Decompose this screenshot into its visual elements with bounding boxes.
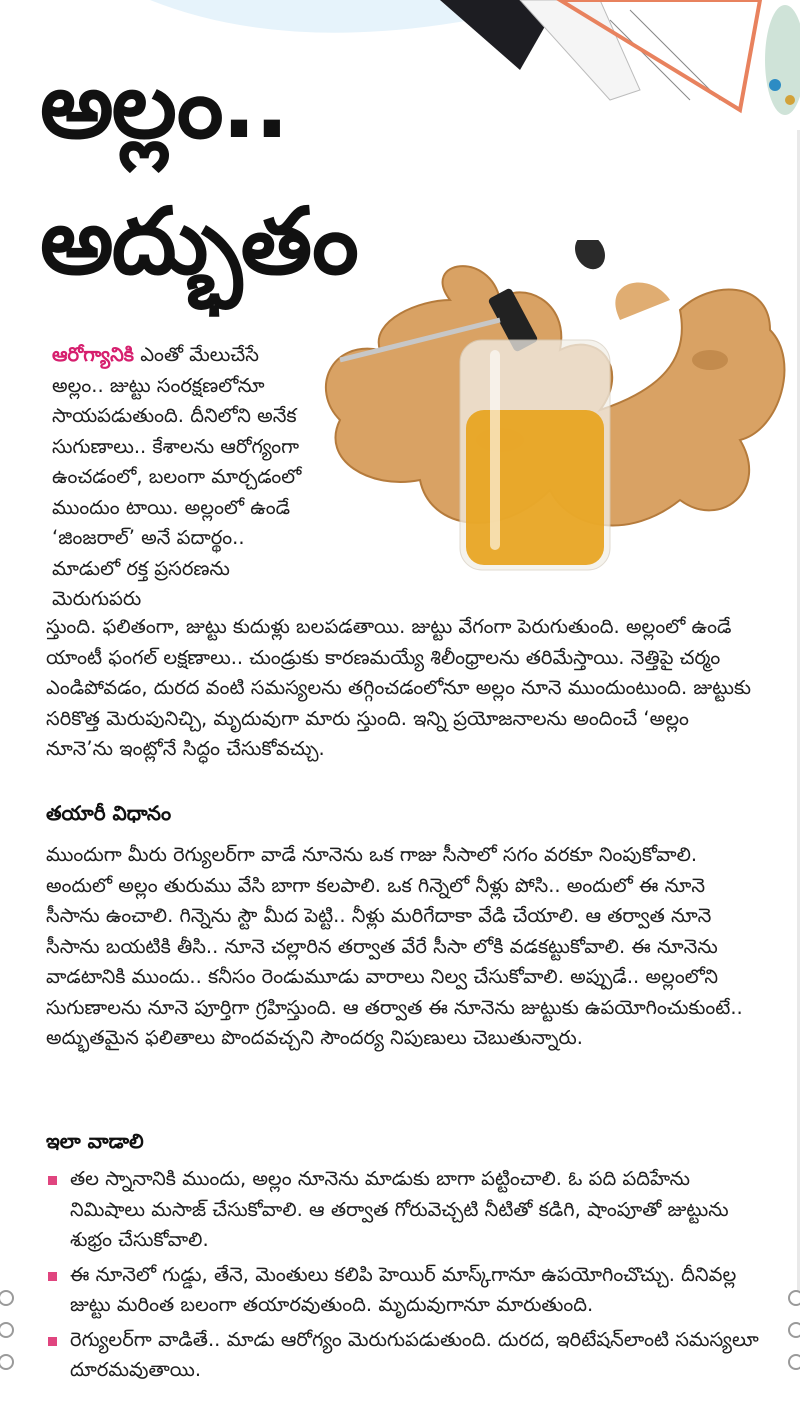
headline-line-1: అల్లం.. bbox=[40, 52, 288, 159]
list-item bbox=[46, 1260, 762, 1321]
intro-wrapped-text: ఎంతో మేలుచేసే అల్లం.. జుట్టు సంరక్షణలోనూ సాయపడుతుంది. దీనిలోని అనేక సుగుణాలు.. కేశాలను ఆరోగ్యంగా ఉంచడంలో, బలంగా మార్చడంలో ముందుం టాయి. అల్లంలో ఉండే ‘జింజరాల్’ అనే పదార్థం.. మాడులో రక్త ప్రసరణను మెరుగుపరు bbox=[52, 343, 302, 610]
preparation-heading: తయారీ విధానం bbox=[46, 801, 172, 825]
bullet-icon bbox=[48, 1272, 57, 1281]
binder-ring-icon bbox=[788, 1290, 800, 1306]
preparation-body: ముందుగా మీరు రెగ్యులర్‌గా వాడే నూనెను ఒక గాజు సీసాలో సగం వరకూ నింపుకోవాలి. అందులో అల్లం తురుము వేసి బాగా కలపాలి. ఒక గిన్నెలో నీళ్లు పోసి.. అందులో ఈ నూనె సీసాను ఉంచాలి. గిన్నెను స్టౌ మీద పెట్టి.. నీళ్లు మరిగేదాకా వేడి చేయాలి. ఆ తర్వాత నూనె సీసాను బయటికి తీసి.. నూనె చల్లారిన తర్వాత వేరే సీసా లోకి వడకట్టుకోవాలి. ఈ నూనెను వాడటానికి ముందు.. కనీసం రెండుమూడు వారాలు నిల్వ చేసుకోవాలి. అప్పుడే.. అల్లంలోని సుగుణాలను నూనె పూర్తిగా గ్రహిస్తుంది. ఆ తర్వాత ఈ నూనెను జుట్టుకు ఉపయోగించుకుంటే.. అద్భుతమైన ఫలితాలు పొందవచ్చని సౌందర్య నిపుణులు చెబుతున్నారు. bbox=[46, 843, 743, 1049]
list-item bbox=[46, 1164, 762, 1256]
usage-item-text: తల స్నానానికి ముందు, అల్లం నూనెను మాడుకు బాగా పట్టించాలి. ఓ పది పదిహేను నిమిషాలు మసాజ్ చేసుకోవాలి. ఆ తర్వాత గోరువెచ్చటి నీటితో కడిగి, షాంపూతో జుట్టును శుభ్రం చేసుకోవాలి. bbox=[70, 1167, 729, 1251]
binder-ring-icon bbox=[0, 1322, 14, 1338]
headline-line-2: అద్భుతం bbox=[40, 188, 357, 295]
binder-ring-icon bbox=[788, 1354, 800, 1370]
list-item bbox=[46, 1325, 762, 1386]
intro-continuation: స్తుంది. ఫలితంగా, జుట్టు కుదుళ్లు బలపడతాయి. జుట్టు వేగంగా పెరుగుతుంది. అల్లంలో ఉండే యాంటీ ఫంగల్ లక్షణాలు.. చుండ్రుకు కారణమయ్యే శిలీంధ్రాలను తరిమేస్తాయి. నెత్తిపై చర్మం ఎండిపోవడం, దురద వంటి సమస్యలను తగ్గించడంలోనూ అల్లం నూనె ముందుంటుంది. జుట్టుకు సరికొత్త మెరుపునిచ్చి, మృదువుగా మారు స్తుంది. ఇన్ని ప్రయోజనాలను అందించే ‘అల్లం నూనె’ను ఇంట్లోనే సిద్ధం చేసుకోవచ్చు. bbox=[46, 615, 751, 760]
ginger-oil-photo bbox=[300, 240, 800, 580]
binder-rings-left bbox=[0, 1290, 12, 1400]
usage-item-text: ఈ నూనెలో గుడ్డు, తేనె, మెంతులు కలిపి హెయిర్ మాస్క్‌గానూ ఉపయోగించొచ్చు. దీనివల్ల జుట్టు మరింత బలంగా తయారవుతుంది. మృదువుగానూ మారుతుంది. bbox=[70, 1262, 737, 1316]
bullet-icon bbox=[48, 1176, 57, 1185]
binder-rings-right bbox=[788, 1290, 800, 1400]
binder-ring-icon bbox=[0, 1290, 14, 1306]
intro-lead-word: ఆరోగ్యానికి bbox=[52, 343, 134, 366]
usage-heading: ఇలా వాడాలి bbox=[46, 1129, 144, 1153]
binder-ring-icon bbox=[0, 1354, 14, 1370]
binder-ring-icon bbox=[788, 1322, 800, 1338]
usage-list bbox=[46, 1164, 762, 1390]
usage-item-text: రెగ్యులర్‌గా వాడితే.. మాడు ఆరోగ్యం మెరుగుపడుతుంది. దురద, ఇరిటేషన్‌లాంటి సమస్యలూ దూరమవుతాయి. bbox=[70, 1327, 759, 1381]
bullet-icon bbox=[48, 1337, 57, 1346]
intro-paragraph bbox=[52, 340, 312, 615]
